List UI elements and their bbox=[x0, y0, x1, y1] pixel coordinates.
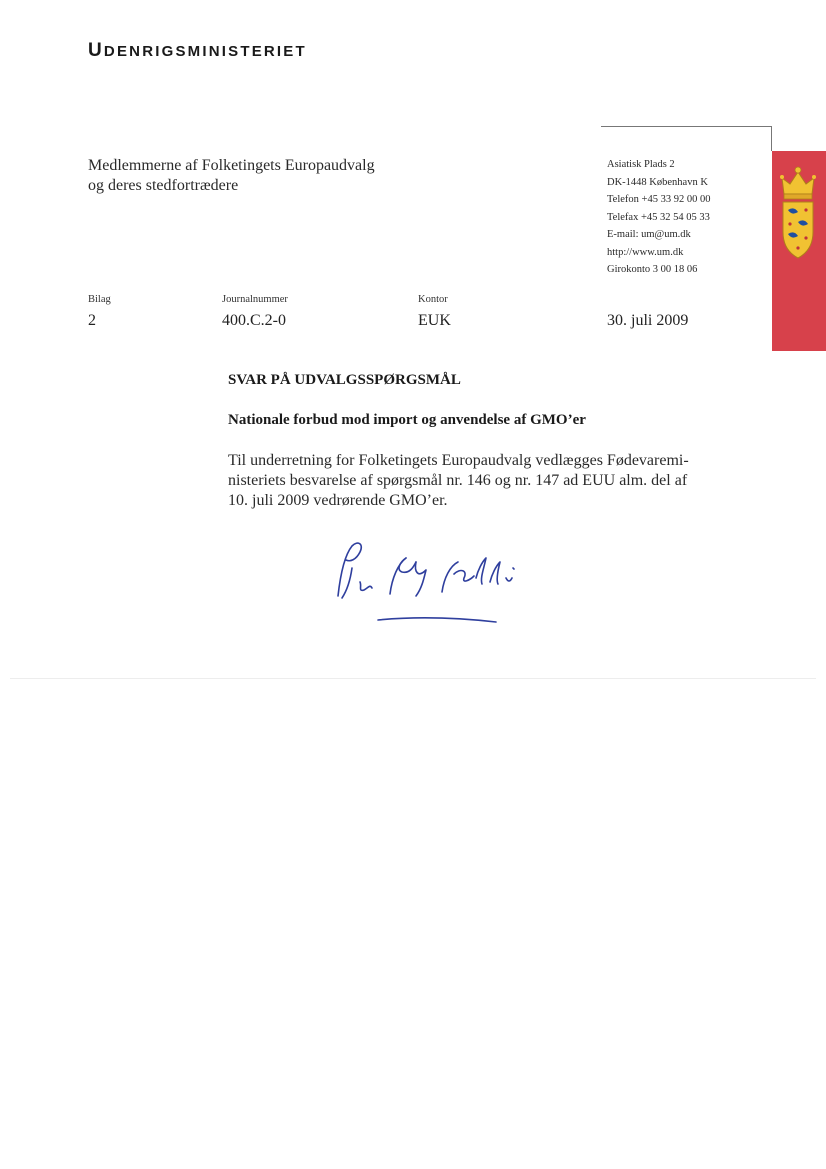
address-frame-top-rule bbox=[601, 126, 771, 127]
ministry-name bbox=[88, 40, 307, 62]
address-giro: Girokonto 3 00 18 06 bbox=[607, 264, 698, 275]
letter-body bbox=[228, 451, 733, 511]
scan-artifact-line bbox=[10, 678, 816, 679]
kontor-value: EUK bbox=[418, 312, 451, 329]
address-phone: Telefon +45 33 92 00 00 bbox=[607, 194, 711, 205]
journal-value: 400.C.2-0 bbox=[222, 312, 286, 329]
recipient-line-1: Medlemmerne af Folketingets Europaudvalg bbox=[88, 157, 375, 174]
address-frame-side-rule bbox=[771, 126, 772, 151]
address-fax: Telefax +45 32 54 05 33 bbox=[607, 211, 710, 223]
letter-body-line-3: 10. juli 2009 vedrørende GMO’er. bbox=[228, 492, 448, 509]
bilag-label: Bilag bbox=[88, 294, 111, 305]
letter-body-line-2: nisteriets besvarelse af spørgsmål nr. 146 og nr. 147 ad EUU alm. del af bbox=[228, 472, 688, 489]
ministry-name-rest: DENRIGSMINISTERIET bbox=[103, 43, 307, 60]
address-email: E-mail: um@um.dk bbox=[607, 229, 691, 240]
recipient-line-2: og deres stedfortrædere bbox=[88, 177, 239, 194]
ministry-name-initial: U bbox=[88, 40, 104, 61]
crest-icon bbox=[778, 164, 818, 264]
letter-subject: SVAR PÅ UDVALGSSPØRGSMÅL bbox=[228, 372, 461, 388]
address-web: http://www.um.dk bbox=[607, 246, 684, 258]
letter-date: 30. juli 2009 bbox=[607, 312, 689, 329]
handwritten-signature bbox=[330, 538, 560, 628]
address-street: Asiatisk Plads 2 bbox=[607, 159, 675, 170]
sender-address-block bbox=[607, 156, 710, 279]
kontor-label: Kontor bbox=[418, 294, 448, 305]
letter-heading: Nationale forbud mod import og anvendelse af GMO’er bbox=[228, 412, 586, 428]
bilag-value: 2 bbox=[88, 312, 96, 329]
recipient-block bbox=[88, 156, 375, 196]
letter-body-line-1: Til underretning for Folketingets Europaudvalg vedlægges Fødevaremi- bbox=[228, 452, 689, 469]
address-city: DK-1448 København K bbox=[607, 176, 708, 188]
journal-label: Journalnummer bbox=[222, 294, 288, 305]
